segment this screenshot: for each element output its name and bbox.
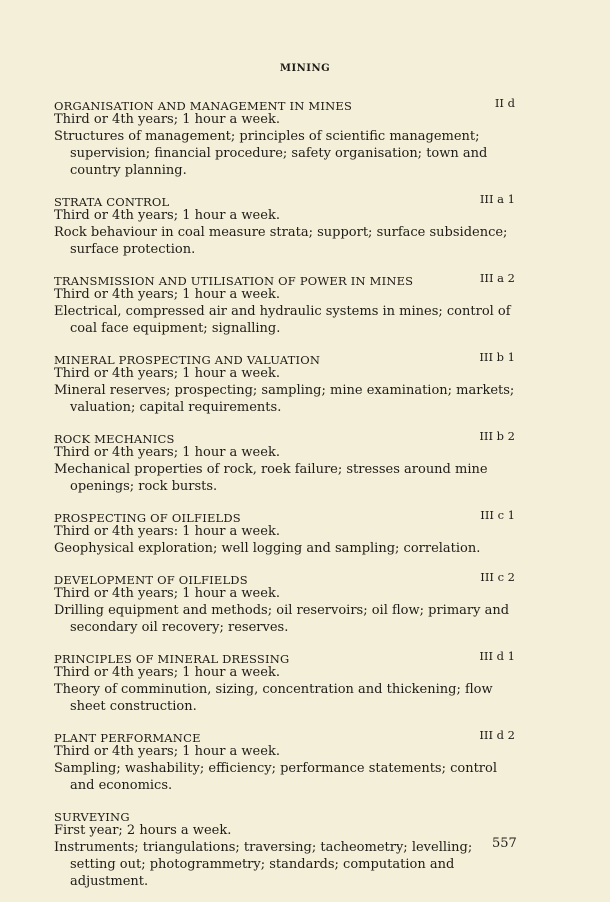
course-title-row — [54, 191, 515, 207]
course-title: SURVEYING — [54, 810, 130, 824]
course-title-row — [54, 507, 515, 523]
course-section — [54, 727, 515, 794]
course-title: MINERAL PROSPECTING AND VALUATION — [54, 353, 321, 367]
course-schedule: Third or 4th years; 1 hour a week. — [54, 586, 280, 601]
course-code: III d 2 — [479, 728, 515, 742]
course-title-row — [54, 428, 515, 444]
course-title: DEVELOPMENT OF OILFIELDS — [54, 573, 248, 587]
course-schedule: Third or 4th years; 1 hour a week. — [54, 366, 280, 381]
course-description: Rock behaviour in coal measure strata; support; surface subsidence; surface protection. — [54, 225, 508, 257]
course-section — [54, 95, 515, 179]
course-title-row — [54, 727, 515, 743]
course-section — [54, 191, 515, 258]
course-title: ORGANISATION AND MANAGEMENT IN MINES — [54, 99, 353, 113]
course-description: Geophysical exploration; well logging and sampling; correlation. — [54, 541, 481, 556]
course-title: PLANT PERFORMANCE — [54, 731, 201, 745]
course-section — [54, 806, 515, 890]
course-section — [54, 270, 515, 337]
course-description: Mechanical properties of rock, roek failure; stresses around mine openings; rock bursts. — [54, 462, 488, 494]
course-description: Mineral reserves; prospecting; sampling; mine examination; markets; valuation; capital requirements. — [54, 383, 515, 415]
course-description: Drilling equipment and methods; oil reservoirs; oil flow; primary and secondary oil recovery; reserves. — [54, 603, 510, 635]
course-schedule: Third or 4th years: 1 hour a week. — [54, 524, 280, 539]
course-code: III b 1 — [479, 350, 515, 364]
course-schedule: Third or 4th years; 1 hour a week. — [54, 744, 280, 759]
course-schedule: Third or 4th years; 1 hour a week. — [54, 665, 280, 680]
course-description: Electrical, compressed air and hydraulic systems in mines; control of coal face equipment; signalling. — [54, 304, 511, 336]
course-schedule: Third or 4th years; 1 hour a week. — [54, 208, 280, 223]
course-schedule: Third or 4th years; 1 hour a week. — [54, 445, 280, 460]
course-title: PRINCIPLES OF MINERAL DRESSING — [54, 652, 290, 666]
course-title: PROSPECTING OF OILFIELDS — [54, 511, 241, 525]
course-description: Theory of comminution, sizing, concentration and thickening; flow sheet construction. — [54, 682, 493, 714]
course-description: Instruments; triangulations; traversing; tacheometry; levelling; setting out; photogrammetry; standards; computation and adjustment. — [54, 840, 473, 889]
page-heading: MINING — [279, 63, 331, 74]
course-title-row — [54, 95, 515, 111]
course-schedule: Third or 4th years; 1 hour a week. — [54, 112, 280, 127]
course-section — [54, 648, 515, 715]
course-code: III a 1 — [479, 192, 515, 206]
course-title-row — [54, 806, 515, 822]
course-title: ROCK MECHANICS — [54, 432, 175, 446]
course-description: Sampling; washability; efficiency; performance statements; control and economics. — [54, 761, 498, 793]
course-section — [54, 349, 515, 416]
course-code: III c 1 — [480, 508, 515, 522]
course-code: III d 1 — [479, 649, 515, 663]
course-description: Structures of management; principles of scientific management; supervision; financial procedure; safety organisation; town and country planning. — [54, 129, 488, 178]
course-code: III c 2 — [480, 570, 515, 584]
course-title-row — [54, 349, 515, 365]
course-list — [54, 95, 515, 902]
course-code: III a 2 — [479, 271, 515, 285]
course-title: TRANSMISSION AND UTILISATION OF POWER IN MINES — [54, 274, 414, 288]
course-section — [54, 507, 515, 557]
course-schedule: First year; 2 hours a week. — [54, 823, 232, 838]
course-schedule: Third or 4th years; 1 hour a week. — [54, 287, 280, 302]
course-title-row — [54, 270, 515, 286]
course-section — [54, 428, 515, 495]
course-code: II d — [494, 96, 515, 110]
course-title-row — [54, 648, 515, 664]
course-title-row — [54, 569, 515, 585]
course-title: STRATA CONTROL — [54, 195, 170, 209]
course-code: III b 2 — [479, 429, 515, 443]
course-section — [54, 569, 515, 636]
page-number: 557 — [492, 836, 517, 851]
